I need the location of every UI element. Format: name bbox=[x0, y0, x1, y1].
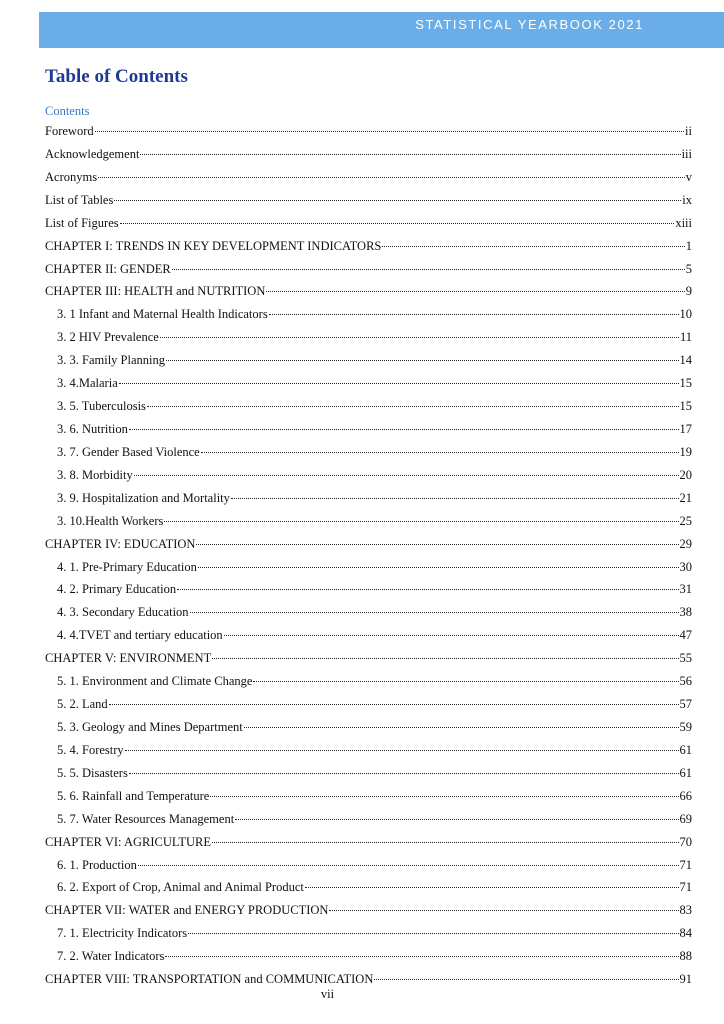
dot-leader bbox=[165, 956, 678, 957]
toc-entry[interactable] bbox=[45, 739, 692, 762]
toc-entry-title: 5. 7. Water Resources Management bbox=[57, 811, 235, 826]
toc-entry-title: 3. 6. Nutrition bbox=[57, 421, 128, 436]
toc-entry-page: 5 bbox=[685, 261, 692, 276]
toc-entry-title: 4. 3. Secondary Education bbox=[57, 605, 189, 620]
toc-entry[interactable] bbox=[45, 876, 692, 899]
toc-entry[interactable] bbox=[45, 120, 692, 143]
dot-leader bbox=[235, 819, 678, 820]
toc-entry[interactable] bbox=[45, 533, 692, 556]
dot-leader bbox=[253, 681, 678, 682]
dot-leader bbox=[140, 154, 680, 155]
toc-entry-title: 3. 7. Gender Based Violence bbox=[57, 444, 200, 459]
toc-entry-page: 69 bbox=[679, 811, 692, 826]
dot-leader bbox=[198, 567, 679, 568]
toc-entry-title: CHAPTER VII: WATER and ENERGY PRODUCTION bbox=[45, 903, 329, 918]
toc-entry-page: 10 bbox=[679, 307, 692, 322]
dot-leader bbox=[166, 360, 679, 361]
toc-entry-title: 3. 3. Family Planning bbox=[57, 353, 165, 368]
toc-entry-page: 14 bbox=[679, 353, 692, 368]
toc-entry-title: CHAPTER I: TRENDS IN KEY DEVELOPMENT INDICATORS bbox=[45, 238, 382, 253]
toc-entry-title: 5. 5. Disasters bbox=[57, 765, 128, 780]
toc-entry[interactable] bbox=[45, 762, 692, 785]
toc-entry-page: 66 bbox=[679, 788, 692, 803]
toc-entry-page: 1 bbox=[685, 238, 692, 253]
toc-entry[interactable] bbox=[45, 693, 692, 716]
toc-entry-page: 61 bbox=[679, 742, 692, 757]
toc-entry-page: ix bbox=[682, 192, 692, 207]
dot-leader bbox=[138, 865, 679, 866]
table-of-contents bbox=[45, 120, 692, 991]
dot-leader bbox=[224, 635, 679, 636]
toc-entry[interactable] bbox=[45, 326, 692, 349]
dot-leader bbox=[119, 383, 679, 384]
dot-leader bbox=[134, 475, 679, 476]
dot-leader bbox=[147, 406, 679, 407]
header-banner bbox=[39, 12, 724, 48]
toc-entry-page: 19 bbox=[679, 444, 692, 459]
toc-entry-title: 5. 2. Land bbox=[57, 697, 108, 712]
toc-entry-title: CHAPTER IV: EDUCATION bbox=[45, 536, 196, 551]
toc-entry-title: 3. 2 HIV Prevalence bbox=[57, 330, 159, 345]
toc-entry-page: 57 bbox=[679, 697, 692, 712]
toc-entry-title: 3. 9. Hospitalization and Mortality bbox=[57, 490, 230, 505]
toc-entry-title: Acknowledgement bbox=[45, 146, 140, 161]
toc-entry-page: v bbox=[685, 169, 692, 184]
dot-leader bbox=[129, 429, 679, 430]
toc-entry[interactable] bbox=[45, 670, 692, 693]
toc-entry-page: 59 bbox=[679, 719, 692, 734]
toc-entry-title: 5. 1. Environment and Climate Change bbox=[57, 674, 253, 689]
toc-entry-title: 3. 8. Morbidity bbox=[57, 467, 133, 482]
toc-entry-page: 47 bbox=[679, 628, 692, 643]
toc-entry[interactable] bbox=[45, 510, 692, 533]
toc-entry-page: 61 bbox=[679, 765, 692, 780]
toc-entry-title: 3. 4.Malaria bbox=[57, 376, 118, 391]
dot-leader bbox=[374, 979, 678, 980]
toc-entry[interactable] bbox=[45, 624, 692, 647]
dot-leader bbox=[98, 177, 685, 178]
dot-leader bbox=[190, 612, 679, 613]
toc-entry-title: List of Figures bbox=[45, 215, 119, 230]
toc-entry[interactable] bbox=[45, 395, 692, 418]
contents-label: Contents bbox=[45, 104, 90, 118]
toc-entry[interactable] bbox=[45, 418, 692, 441]
toc-entry-title: List of Tables bbox=[45, 192, 114, 207]
toc-entry[interactable] bbox=[45, 556, 692, 579]
toc-entry[interactable] bbox=[45, 601, 692, 624]
toc-entry-page: 30 bbox=[679, 559, 692, 574]
toc-entry[interactable] bbox=[45, 945, 692, 968]
toc-entry-page: 15 bbox=[679, 376, 692, 391]
toc-entry-page: 56 bbox=[679, 674, 692, 689]
toc-entry-title: 7. 1. Electricity Indicators bbox=[57, 926, 188, 941]
toc-entry-page: 29 bbox=[679, 536, 692, 551]
toc-entry-page: 31 bbox=[679, 582, 692, 597]
toc-entry-page: 20 bbox=[679, 467, 692, 482]
toc-entry[interactable] bbox=[45, 464, 692, 487]
dot-leader bbox=[188, 933, 678, 934]
toc-entry-page: 21 bbox=[679, 490, 692, 505]
toc-entry-page: 70 bbox=[679, 834, 692, 849]
toc-entry-title: 5. 6. Rainfall and Temperature bbox=[57, 788, 210, 803]
dot-leader bbox=[129, 773, 679, 774]
dot-leader bbox=[164, 521, 678, 522]
toc-entry-page: 11 bbox=[679, 330, 692, 345]
toc-entry[interactable] bbox=[45, 372, 692, 395]
dot-leader bbox=[210, 796, 678, 797]
toc-entry[interactable] bbox=[45, 258, 692, 281]
dot-leader bbox=[231, 498, 679, 499]
toc-entry-page: ii bbox=[685, 124, 692, 138]
dot-leader bbox=[120, 223, 675, 224]
toc-entry[interactable] bbox=[45, 899, 692, 922]
toc-entry-title: 4. 1. Pre-Primary Education bbox=[57, 559, 197, 574]
toc-entry-title: Foreword bbox=[45, 124, 94, 138]
toc-entry[interactable] bbox=[45, 487, 692, 510]
toc-entry-title: CHAPTER III: HEALTH and NUTRITION bbox=[45, 284, 266, 299]
dot-leader bbox=[196, 544, 678, 545]
dot-leader bbox=[269, 314, 679, 315]
toc-entry-title: 5. 3. Geology and Mines Department bbox=[57, 719, 243, 734]
toc-entry-title: CHAPTER II: GENDER bbox=[45, 261, 171, 276]
toc-entry-page: 55 bbox=[679, 651, 692, 666]
toc-entry-title: 4. 4.TVET and tertiary education bbox=[57, 628, 223, 643]
dot-leader bbox=[125, 750, 679, 751]
toc-entry-page: 71 bbox=[679, 857, 692, 872]
page-title: Table of Contents bbox=[45, 66, 188, 87]
toc-entry-page: iii bbox=[681, 146, 692, 161]
dot-leader bbox=[266, 291, 684, 292]
toc-entry[interactable] bbox=[45, 212, 692, 235]
toc-entry[interactable] bbox=[45, 143, 692, 166]
toc-entry-title: 7. 2. Water Indicators bbox=[57, 949, 165, 964]
toc-entry-page: 91 bbox=[679, 972, 692, 987]
toc-entry-page: xiii bbox=[675, 215, 692, 230]
toc-entry[interactable] bbox=[45, 922, 692, 945]
dot-leader bbox=[212, 842, 679, 843]
toc-entry[interactable] bbox=[45, 189, 692, 212]
toc-entry[interactable] bbox=[45, 441, 692, 464]
toc-entry-title: 3. 5. Tuberculosis bbox=[57, 399, 146, 414]
toc-entry[interactable] bbox=[45, 785, 692, 808]
dot-leader bbox=[160, 337, 679, 338]
toc-entry[interactable] bbox=[45, 578, 692, 601]
dot-leader bbox=[172, 269, 685, 270]
toc-entry[interactable] bbox=[45, 349, 692, 372]
toc-entry-title: Acronyms bbox=[45, 169, 98, 184]
toc-entry-page: 84 bbox=[679, 926, 692, 941]
toc-entry-title: CHAPTER VIII: TRANSPORTATION and COMMUNICATION bbox=[45, 972, 374, 987]
toc-entry[interactable] bbox=[45, 303, 692, 326]
toc-entry[interactable] bbox=[45, 808, 692, 831]
toc-entry-page: 71 bbox=[679, 880, 692, 895]
toc-entry[interactable] bbox=[45, 166, 692, 189]
toc-entry-title: 6. 2. Export of Crop, Animal and Animal Product bbox=[57, 880, 304, 895]
dot-leader bbox=[382, 246, 684, 247]
toc-entry-title: CHAPTER V: ENVIRONMENT bbox=[45, 651, 212, 666]
toc-entry-page: 15 bbox=[679, 399, 692, 414]
toc-entry-title: 4. 2. Primary Education bbox=[57, 582, 177, 597]
toc-entry-title: 3. 1 Infant and Maternal Health Indicators bbox=[57, 307, 268, 322]
toc-entry-page: 9 bbox=[685, 284, 692, 299]
dot-leader bbox=[201, 452, 679, 453]
toc-entry-page: 88 bbox=[679, 949, 692, 964]
toc-entry[interactable] bbox=[45, 854, 692, 877]
toc-entry[interactable] bbox=[45, 647, 692, 670]
dot-leader bbox=[95, 131, 684, 132]
toc-entry-page: 38 bbox=[679, 605, 692, 620]
dot-leader bbox=[177, 589, 678, 590]
toc-entry-page: 25 bbox=[679, 513, 692, 528]
toc-entry[interactable] bbox=[45, 716, 692, 739]
dot-leader bbox=[329, 910, 678, 911]
toc-entry[interactable] bbox=[45, 280, 692, 303]
toc-entry-title: 6. 1. Production bbox=[57, 857, 137, 872]
dot-leader bbox=[212, 658, 678, 659]
toc-entry-title: 3. 10.Health Workers bbox=[57, 513, 164, 528]
toc-entry[interactable] bbox=[45, 831, 692, 854]
dot-leader bbox=[244, 727, 679, 728]
toc-entry-title: CHAPTER VI: AGRICULTURE bbox=[45, 834, 211, 849]
dot-leader bbox=[109, 704, 679, 705]
toc-entry[interactable] bbox=[45, 235, 692, 258]
page-number: vii bbox=[320, 987, 335, 1001]
toc-entry-page: 17 bbox=[679, 421, 692, 436]
dot-leader bbox=[305, 887, 679, 888]
toc-entry-page: 83 bbox=[679, 903, 692, 918]
dot-leader bbox=[114, 200, 681, 201]
toc-entry-title: 5. 4. Forestry bbox=[57, 742, 124, 757]
banner-title: STATISTICAL YEARBOOK 2021 bbox=[415, 17, 644, 32]
